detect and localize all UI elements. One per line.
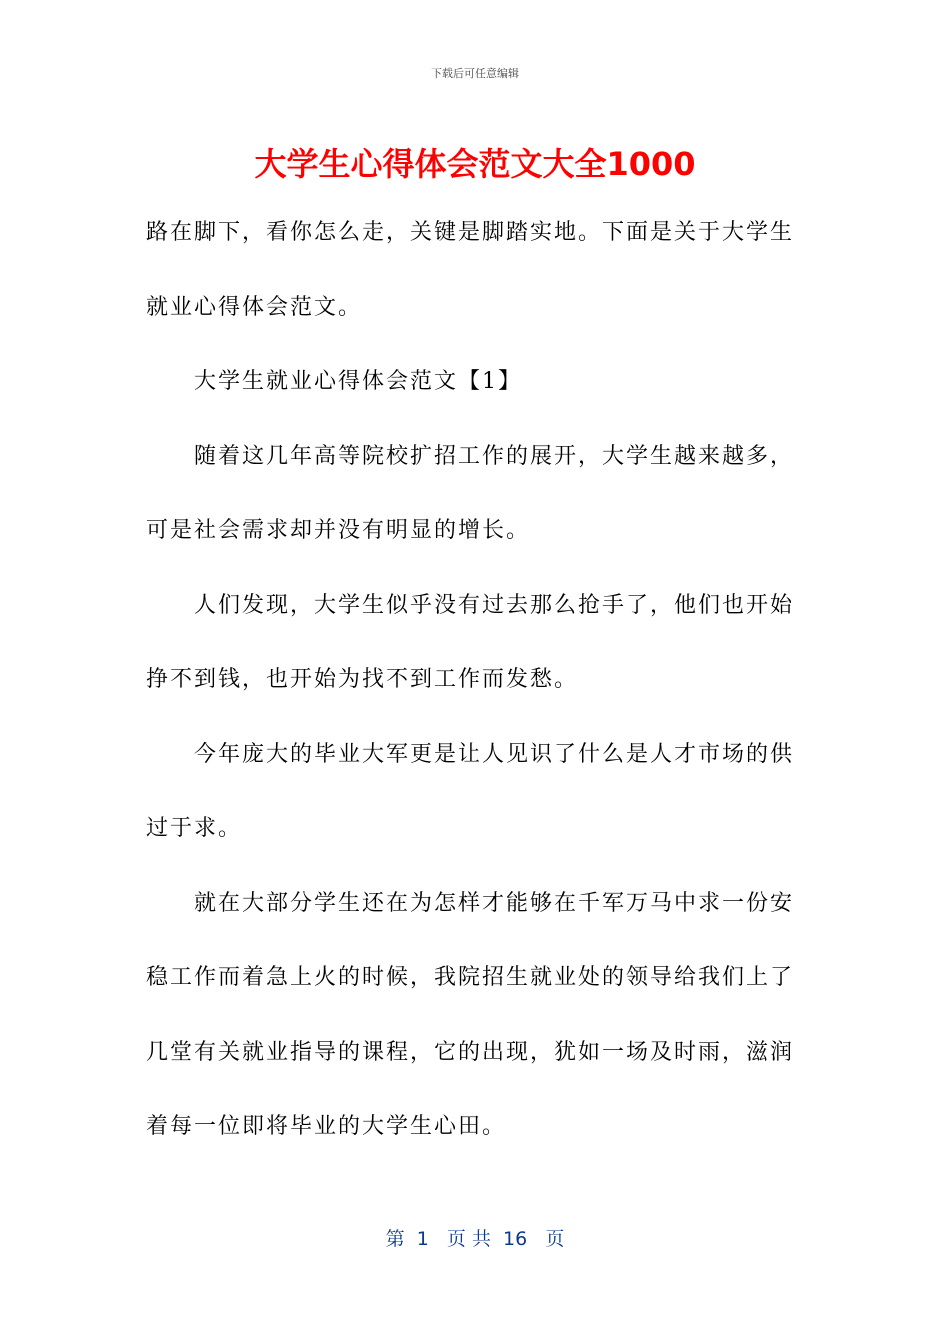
header-note: 下载后可任意编辑: [431, 67, 519, 80]
paragraph: 人们发现，大学生似乎没有过去那么抢手了，他们也开始挣不到钱，也开始为找不到工作而发愁。: [146, 592, 795, 692]
paragraph: 随着这几年高等院校扩招工作的展开，大学生越来越多，可是社会需求却并没有明显的增长。: [146, 443, 795, 543]
section-heading: 大学生就业心得体会范文【1】: [194, 369, 522, 394]
document-body: [146, 196, 806, 1165]
paragraph: 就在大部分学生还在为怎样才能够在千军万马中求一份安稳工作而着急上火的时候，我院招生就业处的领导给我们上了几堂有关就业指导的课程，它的出现，犹如一场及时雨，滋润着每一位即将毕业的大学生心田。: [146, 890, 795, 1139]
document-title: 大学生心得体会范文大全1000: [254, 145, 696, 183]
paragraph-intro: 路在脚下，看你怎么走，关键是脚踏实地。下面是关于大学生就业心得体会范文。: [146, 220, 795, 320]
paragraph: 今年庞大的毕业大军更是让人见识了什么是人才市场的供过于求。: [146, 741, 795, 841]
page-number-footer: 第 1 页 共 16 页: [385, 1228, 565, 1250]
